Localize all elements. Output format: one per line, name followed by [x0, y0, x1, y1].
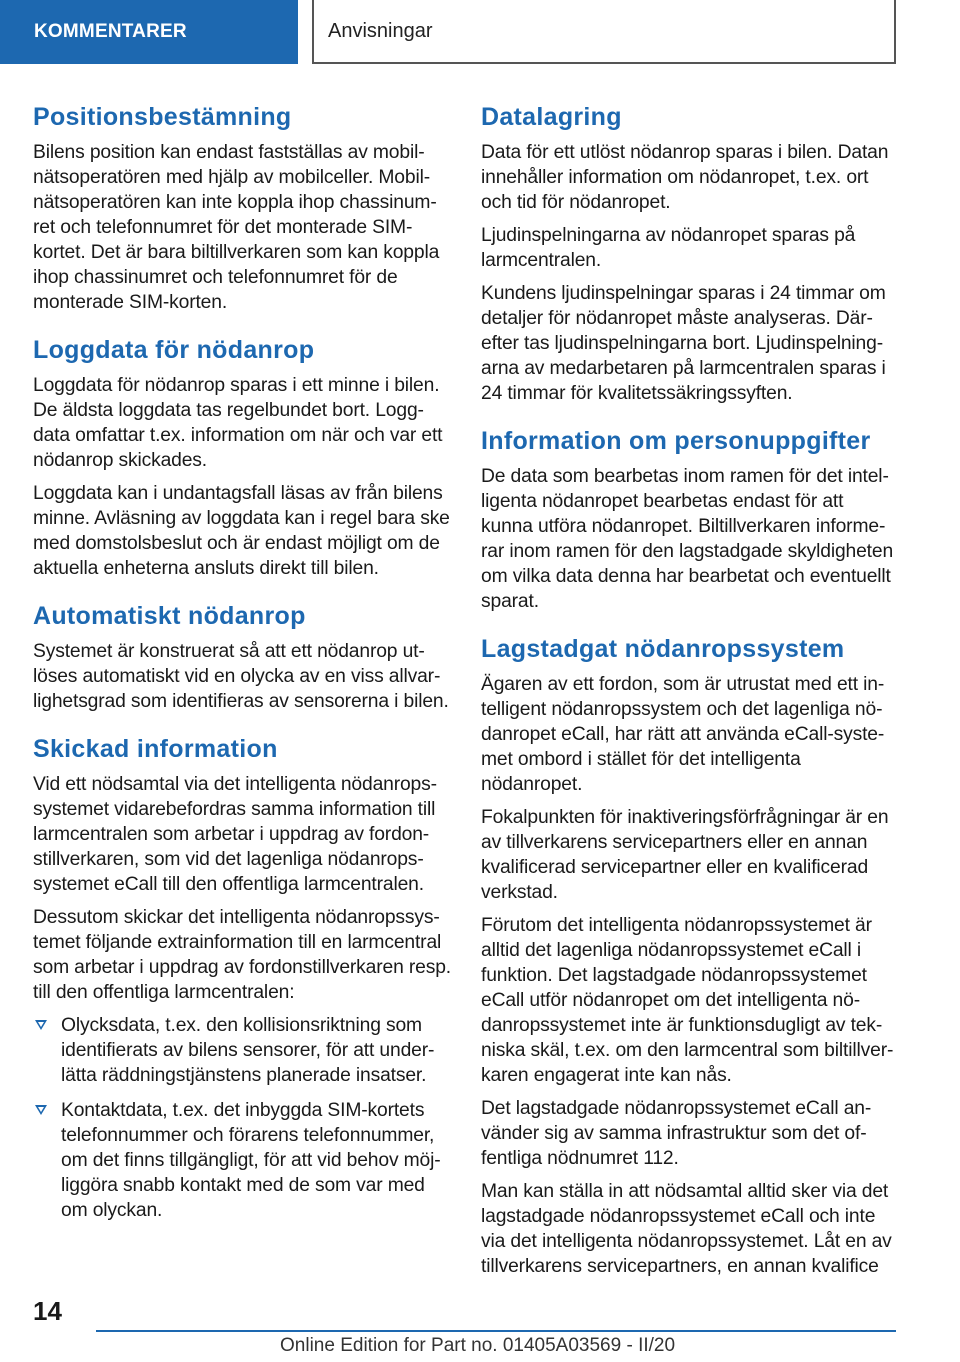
bullet-list — [33, 1013, 451, 1223]
paragraph: De data som bearbetas inom ramen för det intelligenta nödanropet bearbetas endast för att kunna utföra nödanropet. Biltillverkaren informerar inom ramen för den lagstadgade skyldigheten om vilka data denna har bearbetat och eventuellt sparat. — [481, 466, 894, 612]
list-item-text: Kontaktdata, t.ex. det inbyggda SIM-kortets telefonnummer och förarens telefonnummer, om det finns tillgängligt, för att vid behov möjliggöra snabb kontakt med de som var med om olyckan. — [61, 1100, 441, 1221]
paragraph: Kundens ljudinspelningar sparas i 24 timmar om detaljer för nödanropet måste analyseras. Därefter tas ljudinspelningarna bort. Ljudinspelningarna av medarbetaren på larmcentralen sparas i 24 timmar för kvalitetssäkringssyften. — [481, 283, 886, 404]
footer-divider — [96, 1330, 896, 1332]
section-heading: Datalagring — [481, 103, 622, 131]
triangle-bullet-icon — [35, 1020, 47, 1030]
section-heading: Positionsbestämning — [33, 103, 292, 131]
paragraph: Förutom det intelligenta nödanropssystemet är alltid det lagenliga nödanropssystemet eCall i funktion. Det lagstadgade nödanropssystemet eCall utför nödanropet om det intelligenta nödanropssystemet inte är funktionsdugligt av tekniska skäl, t.ex. om den larmcentral som biltillverkaren engagerat inte kan nås. — [481, 915, 894, 1086]
chapter-tab-label: Anvisningar — [328, 19, 433, 42]
paragraph: Vid ett nödsamtal via det intelligenta nödanropssystemet vidarebefordras samma information till larmcentralen som arbetar i uppdrag av fordonstillverkaren, som vid det lagenliga nödanropssystemet eCall till den offentliga larmcentralen. — [33, 774, 438, 895]
triangle-bullet-icon — [35, 1105, 47, 1115]
section-skickad-information — [33, 732, 451, 1223]
paragraph: Data för ett utlöst nödanrop sparas i bilen. Datan innehåller information om nödanropet, t.ex. ort och tid för nödanropet. — [481, 142, 889, 213]
left-column — [33, 100, 451, 1241]
list-item — [33, 1013, 451, 1088]
paragraph: Ljudinspelningarna av nödanropet sparas på larmcentralen. — [481, 225, 856, 271]
paragraph: Loggdata för nödanrop sparas i ett minne i bilen. De äldsta loggdata tas regelbundet bort. Loggdata omfattar t.ex. information om när och var ett nödanrop skickades. — [33, 375, 443, 471]
section-personuppgifter — [481, 424, 897, 614]
section-heading: Information om personuppgifter — [481, 427, 871, 455]
section-heading: Skickad information — [33, 735, 278, 763]
section-tab-label: KOMMENTARER — [34, 21, 187, 42]
paragraph: Fokalpunkten för inaktiveringsförfrågningar är en av tillverkarens servicepartners eller en annan kvalificerad servicepartner eller en kvalificerad verkstad. — [481, 807, 889, 903]
section-tab-kommentarer[interactable] — [0, 0, 298, 64]
section-heading: Lagstadgat nödanropssystem — [481, 635, 845, 663]
right-column — [481, 100, 897, 1297]
list-item — [33, 1098, 451, 1223]
list-item-text: Olycksdata, t.ex. den kollisionsriktning som identifierats av bilens sensorer, för att underlätta räddningstjänstens planerade insatser. — [61, 1015, 435, 1086]
paragraph: Loggdata kan i undantagsfall läsas av från bilens minne. Avläsning av loggdata kan i regel bara ske med domstolsbeslut och är endast möjligt om de aktuella enheterna ansluts direkt till bilen. — [33, 483, 450, 579]
paragraph: Dessutom skickar det intelligenta nödanropssystemet följande extrainformation till en larmcentral som arbetar i uppdrag av fordonstillverkaren resp. till den offentliga larmcentralen: — [33, 907, 451, 1003]
paragraph: Bilens position kan endast fastställas av mobilnätsoperatören med hjälp av mobilceller. Mobilnätsoperatören kan inte koppla ihop chassinumret och telefonnumret för det monterade SIM-kortet. Det är bara biltillverkaren som kan koppla ihop chassinumret och telefonnumret för de monterade SIM-korten. — [33, 142, 440, 313]
page-number: 14 — [33, 1296, 62, 1326]
paragraph: Ägaren av ett fordon, som är utrustat med ett intelligent nödanropssystem och det lagenliga nödanropet eCall, har rätt att använda eCall-systemet ombord i stället för det intelligenta nödanropet. — [481, 674, 885, 795]
paragraph: Man kan ställa in att nödsamtal alltid sker via det lagstadgade nödanropssystemet eCall och inte via det intelligenta nödanropssystemet. Låt en av tillverkarens servicepartners, en annan kvalifice — [481, 1181, 892, 1277]
paragraph: Systemet är konstruerat så att ett nödanrop utlöses automatiskt vid en olycka av en viss allvarlighetsgrad som identifieras av sensorerna i bilen. — [33, 641, 449, 712]
section-lagstadgat-nodanropssystem — [481, 632, 897, 1279]
section-loggdata — [33, 333, 451, 581]
section-datalagring — [481, 100, 897, 406]
chapter-tab-anvisningar[interactable] — [312, 0, 896, 64]
section-heading: Loggdata för nödanrop — [33, 336, 315, 364]
paragraph: Det lagstadgade nödanropssystemet eCall använder sig av samma infrastruktur som det offentliga nödnumret 112. — [481, 1098, 872, 1169]
edition-footer: Online Edition for Part no. 01405A03569 - II/20 — [280, 1335, 676, 1356]
section-heading: Automatiskt nödanrop — [33, 602, 306, 630]
section-automatiskt-nodanrop — [33, 599, 451, 714]
section-positionsbestamning — [33, 100, 451, 315]
